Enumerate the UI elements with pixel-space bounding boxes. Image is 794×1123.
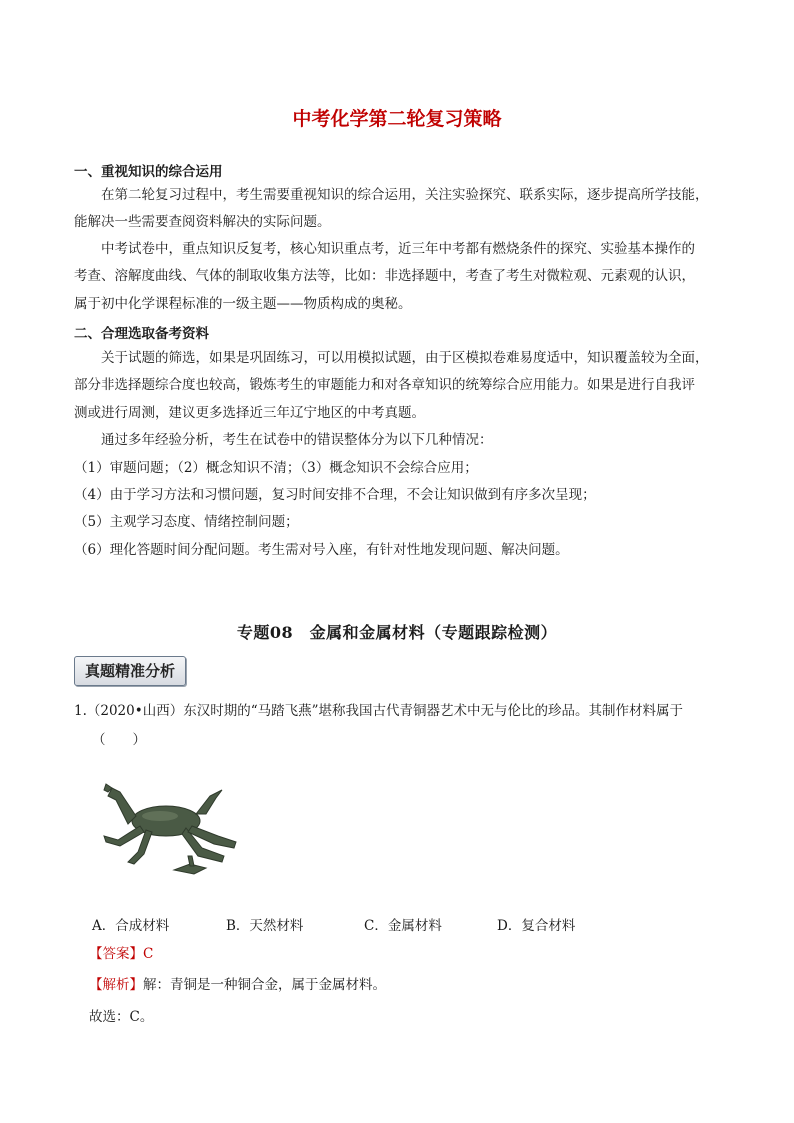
analysis-line [89,976,386,994]
answer-label: 【答案】 [89,946,143,962]
option-d: D．复合材料 [497,918,576,934]
section1-heading: 一、重视知识的综合运用 [74,164,223,180]
section1-paragraph1-line2: 能解决一些需要查阅资料解决的实际问题。 [74,214,331,230]
answer-blank: （ ） [92,732,146,748]
error-item: （6）理化答题时间分配问题。考生需对号入座，有针对性地发现问题、解决问题。 [74,542,569,558]
document-title: 中考化学第二轮复习策略 [292,108,502,130]
section1-paragraph1-line1: 在第二轮复习过程中，考生需要重视知识的综合运用，关注实验探究、联系实际，逐步提高所学技能， [101,187,709,203]
section2-heading: 二、合理选取备考资料 [74,326,209,342]
option-b: B．天然材料 [226,918,304,934]
answer-value: C [143,946,154,962]
error-item: （4）由于学习方法和习惯问题，复习时间安排不合理，不会让知识做到有序多次呈现； [74,487,596,503]
section2-paragraph1-line2: 部分非选择题综合度也较高，锻炼考生的审题能力和对各章知识的统筹综合应用能力。如果是进行自我评 [74,377,695,393]
question-stem: 1.（2020•山西）东汉时期的“马踏飞燕”堪称我国古代青铜器艺术中无与伦比的珍品。其制作材料属于 [74,703,684,719]
analysis-label: 【解析】 [89,977,143,993]
section-badge: 真题精准分析 [74,656,186,686]
analysis-text: 解：青铜是一种铜合金，属于金属材料。 [143,977,386,993]
option-a: A．合成材料 [92,918,170,934]
section1-paragraph2-line1: 中考试卷中，重点知识反复考，核心知识重点考，近三年中考都有燃烧条件的探究、实验基本操作的 [101,241,695,257]
section2-paragraph2-line1: 通过多年经验分析，考生在试卷中的错误整体分为以下几种情况： [101,432,493,448]
option-c: C．金属材料 [364,918,442,934]
section2-paragraph1-line3: 测或进行周测，建议更多选择近三年辽宁地区的中考真题。 [74,405,425,421]
conclusion-line: 故选：C。 [89,1009,154,1025]
bronze-horse-image [98,766,248,886]
answer-line [89,945,153,963]
topic-title: 专题08 金属和金属材料（专题跟踪检测） [236,623,558,642]
section1-paragraph2-line2: 考查、溶解度曲线、气体的制取收集方法等，比如：非选择题中，考查了考生对微粒观、元素观的认识， [74,268,695,284]
section2-paragraph1-line1: 关于试题的筛选，如果是巩固练习，可以用模拟试题，由于区模拟卷难易度适中，知识覆盖较为全面， [101,350,709,366]
section1-paragraph2-line3: 属于初中化学课程标准的一级主题——物质构成的奥秘。 [74,296,412,312]
error-item: （1）审题问题；（2）概念知识不清；（3）概念知识不会综合应用； [74,460,478,476]
error-item: （5）主观学习态度、情绪控制问题； [74,514,299,530]
